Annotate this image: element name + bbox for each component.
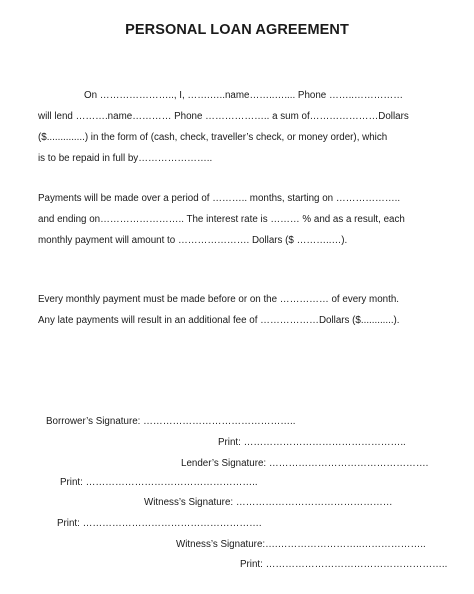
paragraph-line: Every monthly payment must be made before or on the …………… of every month. [38,294,400,305]
witness1-print-line: Print: ………………………………………………. [57,518,262,529]
witness2-signature-line: Witness’s Signature:….……………………..……………….. [176,539,426,550]
paragraph-line: monthly payment will amount to …………………. Dollars ($ ………..…). [38,235,348,246]
lender-print-line: Print: …………………………………………….. [60,477,258,488]
document-title: PERSONAL LOAN AGREEMENT [125,22,349,38]
paragraph-line: ($..............) in the form of (cash, check, traveller’s check, or money order), which [38,132,388,143]
borrower-print-line: Print: ………………………………………….. [218,437,406,448]
paragraph-line: Payments will be made over a period of ……….. months, starting on ……………….. [38,193,401,204]
witness2-print-line: Print: ……………………………………………….. [240,559,448,570]
borrower-signature-line: Borrower’s Signature: ……………………………………….. [46,416,296,427]
paragraph-line: will lend ……….name………… Phone ……………….. a sum of…………………Dollars [38,111,409,122]
paragraph-line: and ending on…………………….. The interest rate is ……… % and as a result, each [38,214,405,225]
paragraph-line: On ………………….., I, …….…..name……..….... Phone ……..…………… [84,90,404,101]
lender-signature-line: Lender’s Signature: …………………………………………. [181,458,429,469]
witness1-signature-line: Witness’s Signature: ………………………………………… [144,497,393,508]
paragraph-line: is to be repaid in full by………………….. [38,153,213,164]
paragraph-line: Any late payments will result in an additional fee of ………………Dollars ($............). [38,315,400,326]
